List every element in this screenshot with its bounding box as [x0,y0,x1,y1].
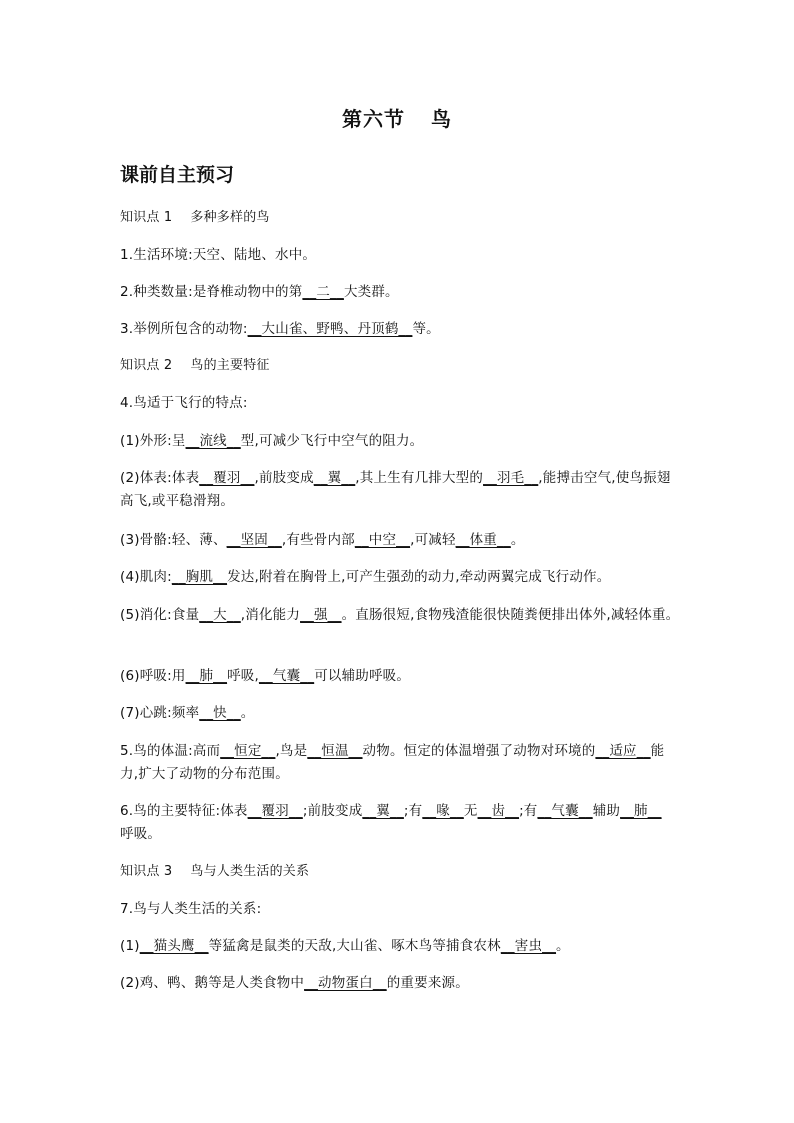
title-main: 第六节 [342,107,405,131]
answer-blank: __气囊__ [537,803,593,819]
page-title [0,103,794,132]
answer-blank: __适应__ [595,743,651,759]
knowledge-point-2 [120,356,270,376]
answer-blank: __动物蛋白__ [304,975,387,991]
item-4-3: (3)骨骼:轻、薄、__坚固__,有些骨内部__中空__,可减轻__体重__。 [120,532,525,548]
kp-name: 鸟的主要特征 [190,358,270,373]
item-6: 6.鸟的主要特征:体表__覆羽__;前肢变成__翼__;有__喙__无__齿__;有__气囊__辅助__肺__ [120,803,662,819]
answer-blank: __恒定__ [220,743,276,759]
answer-blank: __喙__ [422,803,464,819]
answer-blank: __大山雀、野鸭、丹顶鹤__ [247,321,413,337]
item-4-7: (7)心跳:频率__快__。 [120,705,255,721]
kp-label: 知识点 1 [120,210,173,225]
item-4: 4.鸟适于飞行的特点: [120,395,248,411]
answer-blank: __气囊__ [258,668,315,684]
answer-blank: __覆羽__ [247,803,303,819]
section-heading: 课前自主预习 [120,164,235,186]
answer-blank: __齿__ [477,803,520,819]
item-7-2: (2)鸡、鸭、鹅等是人类食物中__动物蛋白__的重要来源。 [120,975,469,991]
item-4-2: (2)体表:体表__覆羽__,前肢变成__翼__,其上生有几排大型的__羽毛__,能搏击空气,使鸟振翅 [120,470,671,486]
title-sub: 鸟 [431,107,452,131]
item-2: 2.种类数量:是脊椎动物中的第__二__大类群。 [120,284,399,300]
kp-label: 知识点 2 [120,358,173,373]
answer-blank: __胸肌__ [171,569,228,585]
item-5: 5.鸟的体温:高而__恒定__,鸟是__恒温__动物。恒定的体温增强了动物对环境的__适应__能 [120,743,665,759]
item-6-cont: 呼吸。 [120,826,162,842]
item-4-4: (4)肌肉:__胸肌__发达,附着在胸骨上,可产生强劲的动力,牵动两翼完成飞行动作。 [120,569,611,585]
answer-blank: __中空__ [354,532,411,548]
item-7-1: (1)__猫头鹰__等猛禽是鼠类的天敌,大山雀、啄木鸟等捕食农林__害虫__。 [120,938,570,954]
answer-blank: __害虫__ [500,938,557,954]
answer-blank: __羽毛__ [483,470,539,486]
knowledge-point-1 [120,208,270,228]
answer-blank: __大__ [199,607,241,623]
answer-blank: __坚固__ [226,532,282,548]
answer-blank: __快__ [199,705,241,721]
item-4-6: (6)呼吸:用__肺__呼吸,__气囊__可以辅助呼吸。 [120,668,411,684]
answer-blank: __肺__ [620,803,662,819]
kp-label: 知识点 3 [120,864,173,879]
answer-blank: __恒温__ [307,743,363,759]
item-4-5: (5)消化:食量__大__,消化能力__强__。直肠很短,食物残渣能很快随粪便排出体外,减轻体重。 [120,607,680,623]
item-3: 3.举例所包含的动物:__大山雀、野鸭、丹顶鹤__等。 [120,321,440,337]
kp-name: 鸟与人类生活的关系 [190,864,310,879]
answer-blank: __体重__ [455,532,511,548]
answer-blank: __猫头鹰__ [139,938,209,954]
answer-blank: __强__ [300,607,342,623]
answer-blank: __二__ [302,284,344,300]
answer-blank: __流线__ [185,433,241,449]
item-4-1: (1)外形:呈__流线__型,可减少飞行中空气的阻力。 [120,433,424,449]
item-7: 7.鸟与人类生活的关系: [120,901,262,917]
item-5-cont: 力,扩大了动物的分布范围。 [120,766,289,782]
kp-name: 多种多样的鸟 [190,210,270,225]
knowledge-point-3 [120,862,309,882]
item-4-2-cont: 高飞,或平稳滑翔。 [120,493,235,509]
answer-blank: __翼__ [313,470,356,486]
item-1: 1.生活环境:天空、陆地、水中。 [120,247,317,263]
answer-blank: __覆羽__ [199,470,255,486]
answer-blank: __肺__ [185,668,228,684]
answer-blank: __翼__ [362,803,404,819]
